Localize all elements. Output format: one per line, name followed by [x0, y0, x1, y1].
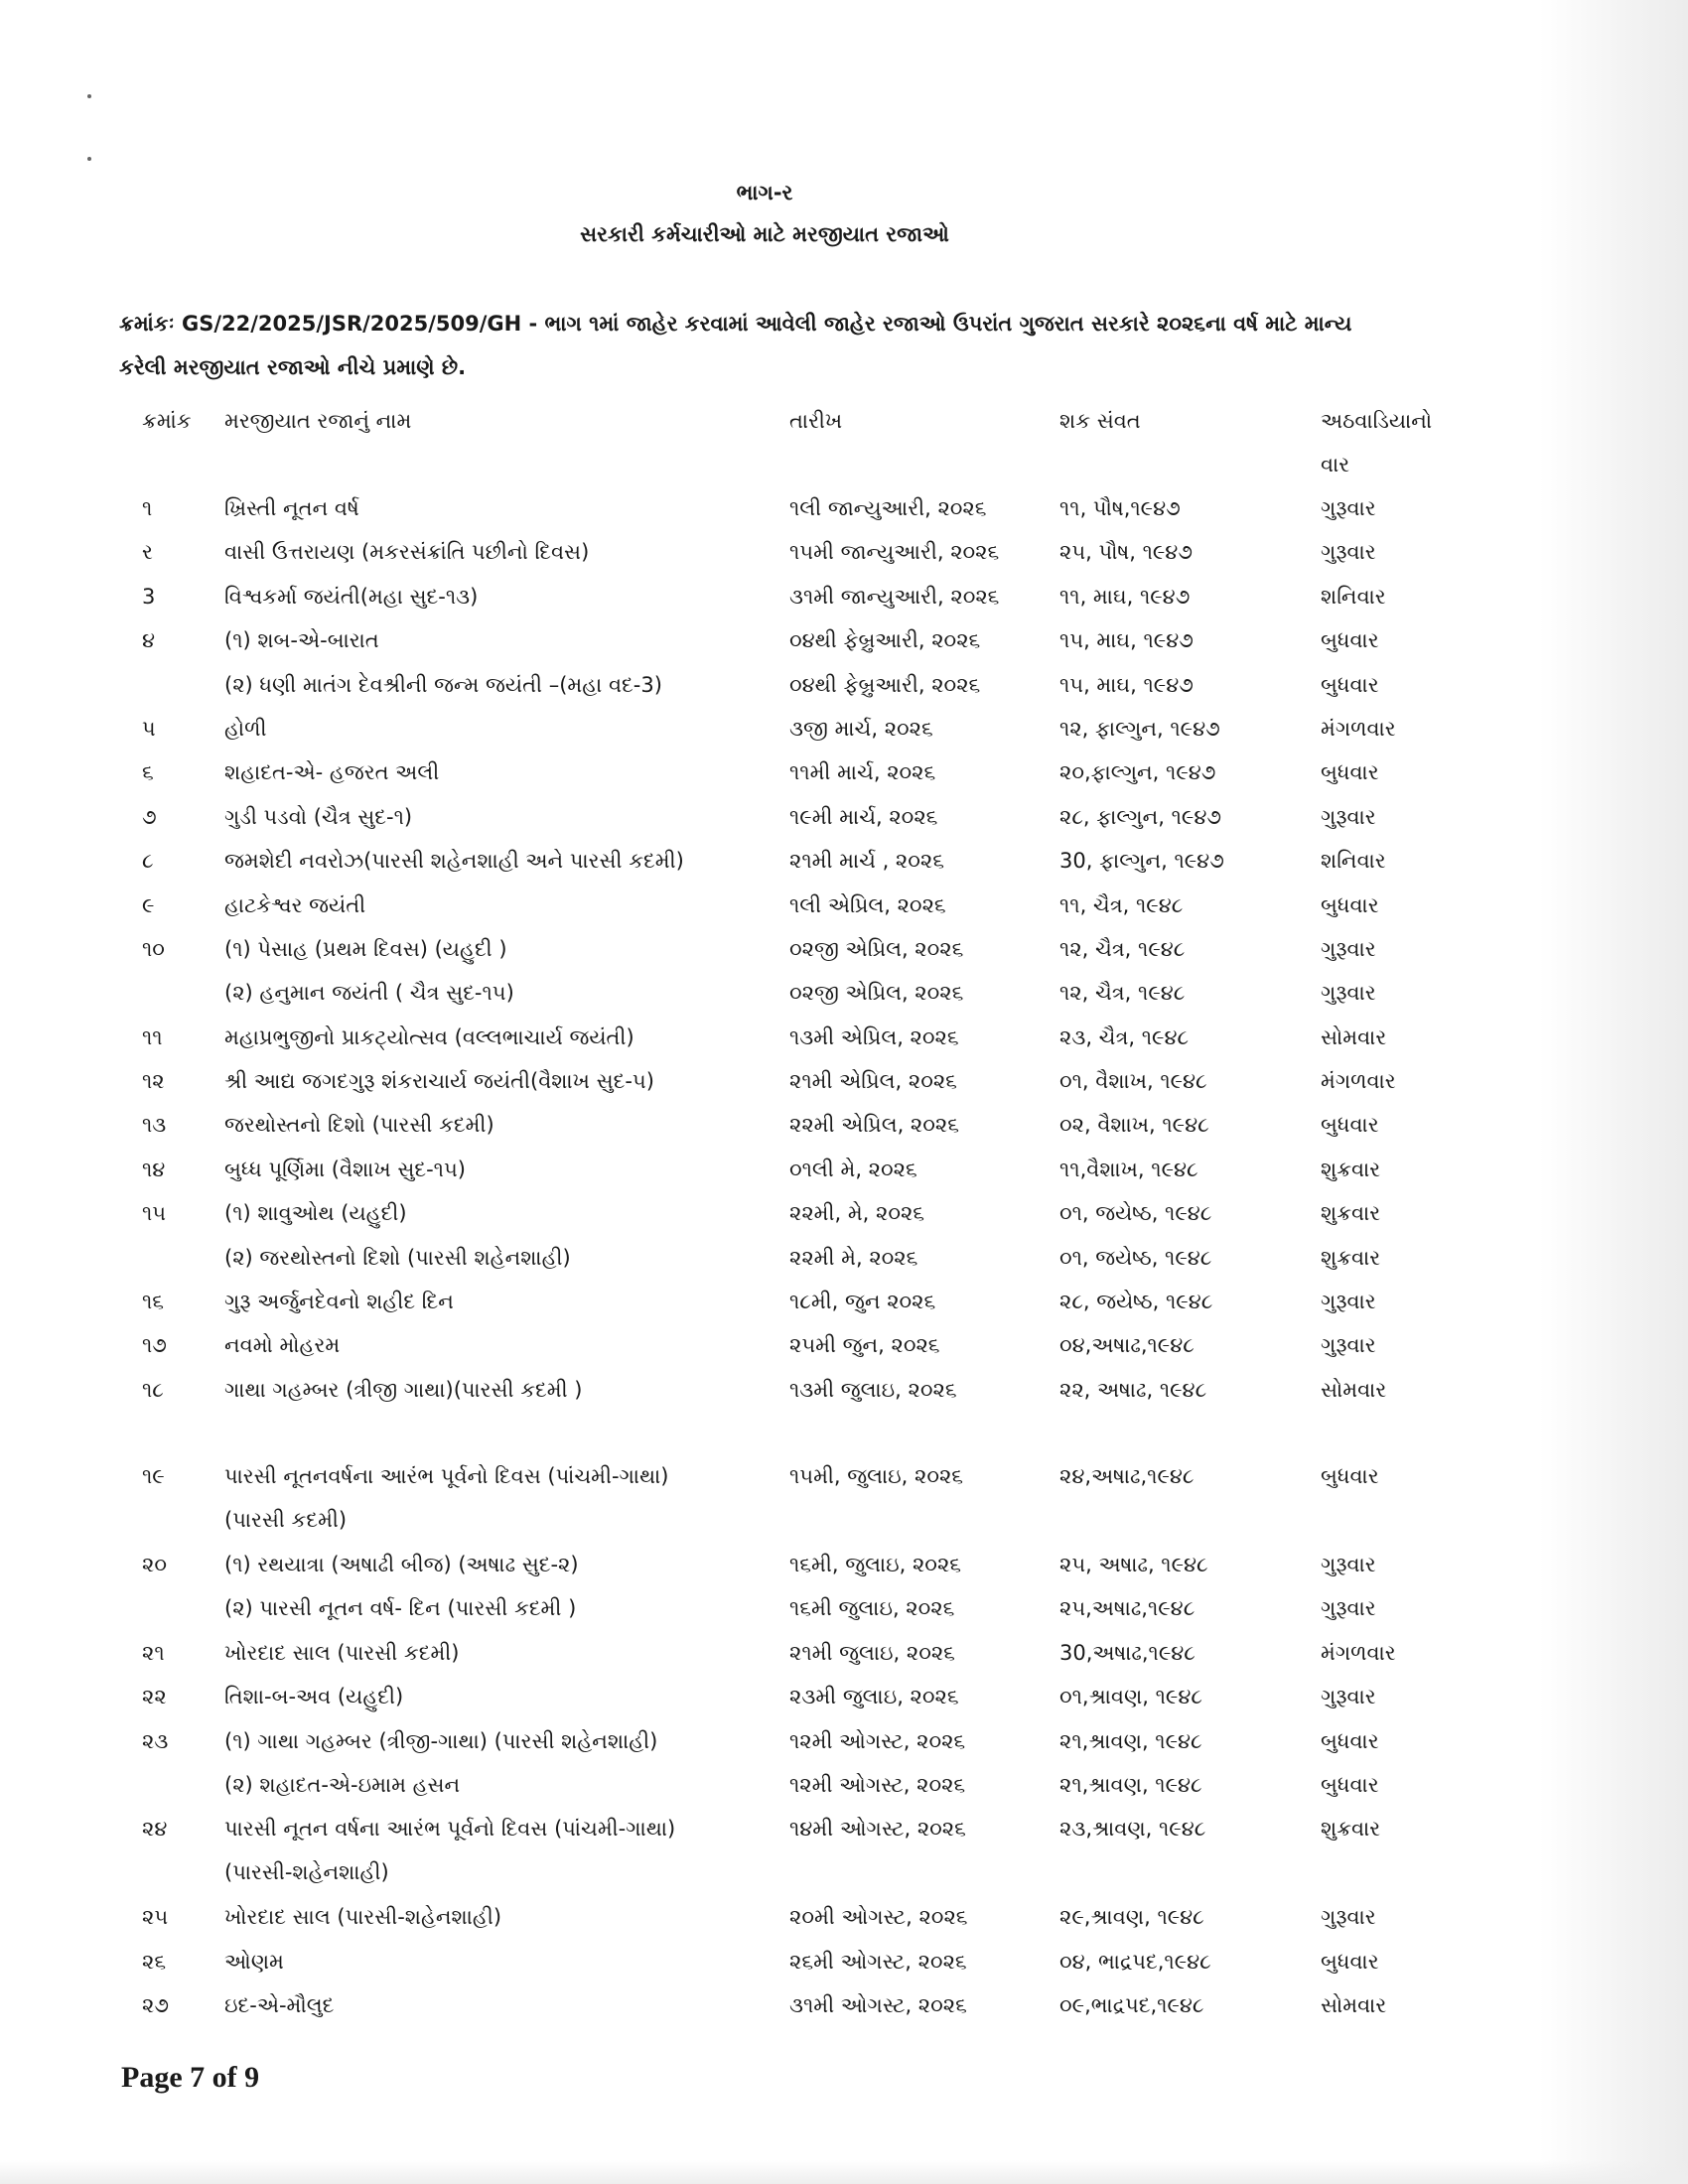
- holiday-date: ૧૩મી જુલાઇ, ૨૦૨૬: [789, 1377, 957, 1402]
- holiday-weekday: ગુરૂવાર: [1321, 981, 1376, 1006]
- holiday-shaka-samvat: ૧૨, ચૈત્ર, ૧૯૪૮: [1059, 981, 1186, 1006]
- holiday-name-line-1: (૨) જરથોસ્તનો દિશો (પારસી શહેનશાહી): [224, 1245, 571, 1270]
- holiday-date: ૦૨જી એપ્રિલ, ૨૦૨૬: [789, 981, 964, 1006]
- holiday-shaka-samvat: ૨૫,અષાઢ,૧૯૪૮: [1059, 1596, 1196, 1621]
- holiday-serial: ૨૧: [142, 1640, 165, 1665]
- holiday-shaka-samvat: ૦૨, વૈશાખ, ૧૯૪૮: [1059, 1113, 1209, 1138]
- holiday-name-line-1: ખોરદાદ સાલ (પારસી-શહેનશાહી): [224, 1905, 502, 1930]
- holiday-serial: ૧૩: [142, 1113, 167, 1138]
- holiday-name-line-1: (૨) ધણી માતંગ દેવશ્રીની જન્મ જયંતી –(મહા વદ-3): [224, 672, 662, 697]
- holiday-shaka-samvat: ૧૨, ફાલ્ગુન, ૧૯૪૭: [1059, 716, 1220, 741]
- holiday-date: ૦૧લી મે, ૨૦૨૬: [789, 1157, 917, 1181]
- holiday-shaka-samvat: ૧૫, માઘ, ૧૯૪૭: [1059, 672, 1194, 697]
- holiday-name: [224, 663, 662, 707]
- holiday-weekday: ગુરૂવાર: [1321, 1685, 1376, 1709]
- table-row: [0, 971, 1529, 1015]
- holiday-name-line-1: ઓણમ: [224, 1949, 284, 1974]
- holiday-date: ૧૬મી, જુલાઇ, ૨૦૨૬: [789, 1553, 962, 1576]
- holiday-shaka-samvat: ૧૧,વૈશાખ, ૧૯૪૮: [1059, 1157, 1198, 1181]
- holiday-weekday: ગુરૂવાર: [1321, 1553, 1376, 1576]
- holiday-shaka-samvat: 30, ફાલ્ગુન, ૧૯૪૭: [1059, 849, 1224, 874]
- holiday-name: [224, 1983, 334, 2027]
- header-weekday-line-2: વાર: [1321, 453, 1350, 477]
- holiday-name-line-1: હાટકેશ્વર જયંતી: [224, 892, 366, 917]
- holiday-serial: ૨૨: [142, 1685, 167, 1709]
- holiday-weekday: બુધવાર: [1321, 892, 1379, 917]
- intro-line-1: ક્રમાંકઃ GS/22/2025/JSR/2025/509/GH - ભાગ ૧માં જાહેર કરવામાં આવેલી જાહેર રજાઓ ઉપરાંત ગુજરાત સરકારે ૨૦૨૬ના વર્ષ માટે માન્ય: [119, 312, 1352, 336]
- holiday-name-line-1: તિશા-બ-અવ (યહુદી): [224, 1685, 404, 1709]
- scan-bottom-shadow: [0, 2160, 1688, 2184]
- holiday-name: [224, 927, 507, 971]
- table-row: [0, 839, 1529, 883]
- holiday-name-line-1: ગુરૂ અર્જુનદેવનો શહીદ દિન: [224, 1290, 454, 1314]
- holiday-date: ૨૨મી એપ્રિલ, ૨૦૨૬: [789, 1113, 959, 1138]
- holiday-weekday: ગુરૂવાર: [1321, 1905, 1376, 1930]
- table-body: [0, 486, 1529, 2027]
- holiday-date: ૧૩મી એપ્રિલ, ૨૦૨૬: [789, 1024, 959, 1049]
- holiday-shaka-samvat: ૨૪,અષાઢ,૧૯૪૮: [1059, 1464, 1195, 1489]
- holiday-serial: ૮: [142, 849, 154, 874]
- holiday-shaka-samvat: ૧૨, ચૈત્ર, ૧૯૪૮: [1059, 936, 1186, 961]
- holiday-name-line-1: જરથોસ્તનો દિશો (પારસી કદમી): [224, 1113, 494, 1138]
- holiday-date: ૨૧મી જુલાઇ, ૨૦૨૬: [789, 1640, 955, 1665]
- holiday-weekday: બુધવાર: [1321, 1949, 1379, 1974]
- scan-speck: [87, 157, 91, 161]
- holiday-serial: ૨૬: [142, 1949, 167, 1974]
- holiday-weekday: શુક્રવાર: [1321, 1817, 1381, 1842]
- holiday-weekday: બુધવાર: [1321, 672, 1379, 697]
- holiday-shaka-samvat: ૧૧, માઘ, ૧૯૪૭: [1059, 584, 1191, 609]
- holiday-shaka-samvat: ૨૧,શ્રાવણ, ૧૯૪૮: [1059, 1772, 1202, 1797]
- holiday-serial: ૯: [142, 892, 155, 917]
- holiday-name-line-2: (પારસી-શહેનશાહી): [224, 1860, 389, 1885]
- holiday-shaka-samvat: ૦૯,ભાદ્રપદ,૧૯૪૮: [1059, 1992, 1204, 2017]
- holiday-weekday: બુધવાર: [1321, 1728, 1379, 1753]
- holiday-name: [224, 1323, 340, 1367]
- holiday-name: [224, 1191, 407, 1235]
- holiday-shaka-samvat: ૨૨, અષાઢ, ૧૯૪૮: [1059, 1377, 1207, 1402]
- holiday-name-line-2: (પારસી કદમી): [224, 1508, 348, 1533]
- holiday-weekday: શુક્રવાર: [1321, 1201, 1381, 1226]
- holiday-date: ૨૧મી એપ્રિલ, ૨૦૨૬: [789, 1069, 957, 1094]
- holiday-date: ૦૨જી એપ્રિલ, ૨૦૨૬: [789, 936, 964, 961]
- holiday-serial: 3: [142, 584, 156, 609]
- holiday-name-line-1: હોળી: [224, 716, 267, 741]
- holiday-shaka-samvat: ૨૧,શ્રાવણ, ૧૯૪૮: [1059, 1728, 1202, 1753]
- holiday-weekday: બુધવાર: [1321, 1464, 1379, 1489]
- holiday-serial: ૧૧: [142, 1024, 163, 1049]
- holiday-serial: ૧૦: [142, 936, 165, 961]
- holiday-name: [224, 1807, 675, 1894]
- holiday-name: [224, 1454, 669, 1542]
- holiday-serial: ૨૪: [142, 1817, 168, 1842]
- holiday-name-line-1: નવમો મોહરમ: [224, 1333, 341, 1358]
- holiday-date: ૦૪થી ફેબ્રુઆરી, ૨૦૨૬: [789, 628, 981, 653]
- table-row: [0, 575, 1529, 618]
- holiday-serial: ૨૦: [142, 1553, 167, 1576]
- holiday-date: ૧૫મી, જુલાઇ, ૨૦૨૬: [789, 1464, 964, 1489]
- holiday-weekday: ગુરૂવાર: [1321, 936, 1376, 961]
- holiday-date: ૧૧મી માર્ચ, ૨૦૨૬: [789, 760, 936, 785]
- holiday-name: [224, 1280, 454, 1323]
- holiday-serial: ૭: [142, 804, 157, 829]
- holiday-name: [224, 1940, 284, 1983]
- table-row: [0, 707, 1529, 751]
- table-row: [0, 1940, 1529, 1983]
- holiday-name: [224, 1719, 657, 1763]
- holiday-name: [224, 884, 365, 927]
- table-row: [0, 1368, 1529, 1454]
- holiday-serial: ૪: [142, 628, 156, 653]
- holiday-name-line-1: બુધ્ધ પૂર્ણિમા (વૈશાખ સુદ-૧૫): [224, 1157, 466, 1181]
- holiday-name: [224, 1586, 576, 1630]
- table-row: [0, 1016, 1529, 1059]
- holiday-date: ૨૧મી માર્ચ , ૨૦૨૬: [789, 849, 944, 874]
- holiday-serial: ૧૨: [142, 1069, 165, 1094]
- table-row: [0, 1454, 1529, 1543]
- holiday-weekday: બુધવાર: [1321, 760, 1379, 785]
- holiday-date: ૧૮મી, જુન ૨૦૨૬: [789, 1290, 936, 1314]
- header-name: મરજીયાત રજાનું નામ: [224, 409, 412, 433]
- holiday-name: [224, 795, 412, 839]
- holiday-shaka-samvat: ૨૮, ફાલ્ગુન, ૧૯૪૭: [1059, 804, 1221, 829]
- holiday-name-line-1: ઇદ-એ-મૌલુદ: [224, 1992, 335, 2017]
- optional-holidays-table: [0, 399, 1529, 2027]
- table-row: [0, 927, 1529, 971]
- holiday-weekday: ગુરૂવાર: [1321, 1333, 1376, 1358]
- holiday-date: ૨૦મી ઓગસ્ટ, ૨૦૨૬: [789, 1905, 968, 1930]
- holiday-weekday: બુધવાર: [1321, 1113, 1379, 1138]
- holiday-name: [224, 971, 514, 1015]
- holiday-name: [224, 839, 684, 883]
- holiday-name-line-1: (૧) પેસાહ (પ્રથમ દિવસ) (યહુદી ): [224, 936, 507, 961]
- holiday-name-line-1: વાસી ઉત્તરાયણ (મકરસંક્રાંતિ પછીનો દિવસ): [224, 540, 590, 565]
- holiday-name-line-1: મહાપ્રભુજીનો પ્રાકટ્યોત્સવ (વલ્લભાચાર્ય જયંતી): [224, 1024, 634, 1049]
- holiday-shaka-samvat: ૨૮, જયેષ્ઠ, ૧૯૪૮: [1059, 1290, 1213, 1314]
- table-row: [0, 884, 1529, 927]
- header-shaka-samvat: શક સંવત: [1059, 409, 1141, 433]
- holiday-weekday: મંગળવાર: [1321, 716, 1396, 741]
- holiday-serial: ૨૫: [142, 1905, 169, 1930]
- holiday-weekday: સોમવાર: [1321, 1377, 1387, 1402]
- holiday-name-line-1: જમશેદી નવરોઝ(પારસી શહેનશાહી અને પારસી કદમી): [224, 849, 684, 874]
- table-row: [0, 1103, 1529, 1147]
- holiday-shaka-samvat: ૦૪, ભાદ્રપદ,૧૯૪૮: [1059, 1949, 1211, 1974]
- holiday-weekday: ગુરૂવાર: [1321, 496, 1376, 520]
- table-row: [0, 486, 1529, 530]
- table-row: [0, 1059, 1529, 1103]
- holiday-name: [224, 486, 359, 530]
- holiday-shaka-samvat: ૨૦,ફાલ્ગુન, ૧૯૪૭: [1059, 760, 1216, 785]
- holiday-date: ૨૬મી ઓગસ્ટ, ૨૦૨૬: [789, 1949, 967, 1974]
- holiday-name-line-1: (૧) શાવુઓથ (યહુદી): [224, 1201, 407, 1226]
- holiday-name: [224, 1103, 494, 1147]
- holiday-name: [224, 1148, 466, 1191]
- holiday-shaka-samvat: ૨૩,શ્રાવણ, ૧૯૪૮: [1059, 1817, 1206, 1842]
- holiday-date: ૧૨મી ઓગસ્ટ, ૨૦૨૬: [789, 1728, 966, 1753]
- holiday-serial: ૧૮: [142, 1377, 164, 1402]
- holiday-date: ૩૧મી જાન્યુઆરી, ૨૦૨૬: [789, 584, 1000, 609]
- holiday-serial: ૨૩: [142, 1728, 169, 1753]
- holiday-shaka-samvat: ૧૫, માઘ, ૧૯૪૭: [1059, 628, 1194, 653]
- header-weekday-line-1: અઠવાડિયાનો: [1321, 409, 1433, 433]
- table-row: [0, 1280, 1529, 1323]
- holiday-name: [224, 751, 439, 794]
- holiday-name: [224, 1059, 654, 1103]
- holiday-name-line-1: (૧) શબ-એ-બારાત: [224, 628, 379, 653]
- holiday-date: ૧૪મી ઓગસ્ટ, ૨૦૨૬: [789, 1817, 966, 1842]
- holiday-date: ૧૫મી જાન્યુઆરી, ૨૦૨૬: [789, 540, 1000, 565]
- table-row: [0, 751, 1529, 794]
- holiday-name: [224, 1631, 459, 1675]
- holiday-name: [224, 1016, 634, 1059]
- table-row: [0, 530, 1529, 574]
- table-row: [0, 1895, 1529, 1939]
- scan-edge-shadow: [1539, 0, 1688, 2184]
- holiday-weekday: મંગળવાર: [1321, 1640, 1396, 1665]
- holiday-name: [224, 530, 589, 574]
- table-row: [0, 1543, 1529, 1586]
- holiday-date: ૨૨મી મે, ૨૦૨૬: [789, 1245, 918, 1270]
- table-row: [0, 1675, 1529, 1718]
- header-date: તારીખ: [789, 409, 843, 433]
- holiday-shaka-samvat: ૦૧, જયેષ્ઠ, ૧૯૪૮: [1059, 1201, 1212, 1226]
- holiday-name: [224, 1675, 403, 1718]
- holiday-name: [224, 1895, 501, 1939]
- holiday-date: ૧૯મી માર્ચ, ૨૦૨૬: [789, 804, 938, 829]
- intro-paragraph: [119, 302, 1450, 389]
- holiday-shaka-samvat: ૨૯,શ્રાવણ, ૧૯૪૮: [1059, 1905, 1204, 1930]
- holiday-serial: ૧૪: [142, 1157, 166, 1181]
- holiday-name: [224, 1236, 571, 1280]
- holiday-name-line-1: (૨) પારસી નૂતન વર્ષ- દિન (પારસી કદમી ): [224, 1596, 577, 1621]
- holiday-weekday: ગુરૂવાર: [1321, 804, 1376, 829]
- holiday-name-line-1: ખ્રિસ્તી નૂતન વર્ષ: [224, 496, 359, 520]
- holiday-shaka-samvat: ૧૧, ચૈત્ર, ૧૯૪૮: [1059, 892, 1184, 917]
- holiday-weekday: ગુરૂવાર: [1321, 540, 1376, 565]
- table-row: [0, 618, 1529, 662]
- holiday-weekday: મંગળવાર: [1321, 1069, 1396, 1094]
- holiday-name-line-1: ગાથા ગહમ્બર (ત્રીજી ગાથા)(પારસી કદમી ): [224, 1377, 583, 1402]
- section-title: સરકારી કર્મચારીઓ માટે મરજીયાત રજાઓ: [580, 222, 949, 246]
- holiday-weekday: બુધવાર: [1321, 628, 1379, 653]
- holiday-name: [224, 1763, 460, 1807]
- holiday-date: ૩૧મી ઓગસ્ટ, ૨૦૨૬: [789, 1992, 967, 2017]
- holiday-weekday: શુક્રવાર: [1321, 1245, 1381, 1270]
- holiday-date: ૩જી માર્ચ, ૨૦૨૬: [789, 716, 933, 741]
- table-row: [0, 1719, 1529, 1763]
- holiday-date: ૨૨મી, મે, ૨૦૨૬: [789, 1201, 925, 1226]
- holiday-name-line-1: વિશ્વકર્મા જયંતી(મહા સુદ-૧૩): [224, 584, 479, 609]
- holiday-name-line-1: (૧) ગાથા ગહમ્બર (ત્રીજી-ગાથા) (પારસી શહેનશાહી): [224, 1728, 658, 1753]
- holiday-shaka-samvat: ૦૧, વૈશાખ, ૧૯૪૮: [1059, 1069, 1207, 1094]
- holiday-weekday: શનિવાર: [1321, 584, 1386, 609]
- holiday-name-line-1: (૨) હનુમાન જયંતી ( ચૈત્ર સુદ-૧૫): [224, 981, 514, 1006]
- holiday-weekday: ગુરૂવાર: [1321, 1596, 1376, 1621]
- holiday-serial: ૧: [142, 496, 153, 520]
- holiday-name-line-1: ખોરદાદ સાલ (પારસી કદમી): [224, 1640, 460, 1665]
- table-header-row: [0, 399, 1529, 486]
- holiday-shaka-samvat: ૦૧,શ્રાવણ, ૧૯૪૮: [1059, 1685, 1202, 1709]
- holiday-date: ૧૨મી ઓગસ્ટ, ૨૦૨૬: [789, 1772, 966, 1797]
- holiday-name-line-1: પારસી નૂતન વર્ષના આરંભ પૂર્વનો દિવસ (પાંચમી-ગાથા): [224, 1817, 676, 1842]
- holiday-name: [224, 707, 267, 751]
- holiday-weekday: ગુરૂવાર: [1321, 1290, 1376, 1314]
- holiday-name-line-1: (૧) રથયાત્રા (અષાઢી બીજ) (અષાઢ સુદ-૨): [224, 1553, 579, 1576]
- holiday-serial: ૧૫: [142, 1201, 167, 1226]
- header-weekday: [1321, 399, 1432, 486]
- table-row: [0, 1983, 1529, 2027]
- table-row: [0, 1323, 1529, 1367]
- table-row: [0, 1807, 1529, 1895]
- holiday-date: ૦૪થી ફેબ્રુઆરી, ૨૦૨૬: [789, 672, 981, 697]
- holiday-name: [224, 1543, 579, 1586]
- holiday-weekday: સોમવાર: [1321, 1024, 1387, 1049]
- table-row: [0, 663, 1529, 707]
- table-row: [0, 795, 1529, 839]
- holiday-serial: ૧૬: [142, 1290, 165, 1314]
- holiday-name: [224, 1368, 582, 1412]
- holiday-shaka-samvat: ૧૧, પૌષ,૧૯૪૭: [1059, 496, 1181, 520]
- table-row: [0, 1236, 1529, 1280]
- holiday-serial: ૧૭: [142, 1333, 167, 1358]
- holiday-serial: ૨૭: [142, 1992, 169, 2017]
- holiday-weekday: શનિવાર: [1321, 849, 1386, 874]
- holiday-name-line-1: પારસી નૂતનવર્ષના આરંભ પૂર્વનો દિવસ (પાંચમી-ગાથા): [224, 1464, 669, 1489]
- holiday-name: [224, 575, 478, 618]
- holiday-shaka-samvat: 30,અષાઢ,૧૯૪૮: [1059, 1640, 1196, 1665]
- table-row: [0, 1191, 1529, 1235]
- holiday-date: ૧૬મી જુલાઇ, ૨૦૨૬: [789, 1596, 955, 1621]
- holiday-serial: ૧૯: [142, 1464, 165, 1489]
- holiday-date: ૧લી એપ્રિલ, ૨૦૨૬: [789, 892, 946, 917]
- header-num: ક્રમાંક: [142, 409, 192, 433]
- holiday-name-line-1: (૨) શહાદત-એ-ઇમામ હસન: [224, 1772, 461, 1797]
- table-row: [0, 1631, 1529, 1675]
- intro-line-2: કરેલી મરજીયાત રજાઓ નીચે પ્રમાણે છે.: [119, 355, 467, 379]
- holiday-name: [224, 618, 379, 662]
- holiday-shaka-samvat: ૨૩, ચૈત્ર, ૧૯૪૮: [1059, 1024, 1190, 1049]
- holiday-weekday: સોમવાર: [1321, 1992, 1387, 2017]
- holiday-date: ૧લી જાન્યુઆરી, ૨૦૨૬: [789, 496, 987, 520]
- holiday-serial: ૬: [142, 760, 154, 785]
- holiday-shaka-samvat: ૨૫, અષાઢ, ૧૯૪૮: [1059, 1553, 1208, 1576]
- holiday-serial: પ: [142, 716, 156, 741]
- page-number: Page 7 of 9: [121, 2061, 260, 2094]
- scan-speck: [87, 94, 91, 98]
- section-part-heading: ભાગ-ર: [736, 181, 793, 205]
- holiday-name-line-1: શહાદત-એ- હજરત અલી: [224, 760, 440, 785]
- holiday-date: ૨૫મી જુન, ૨૦૨૬: [789, 1333, 940, 1358]
- holiday-name-line-1: ગુડી પડવો (ચૈત્ર સુદ-૧): [224, 804, 413, 829]
- holiday-serial: ર: [142, 540, 153, 565]
- holiday-shaka-samvat: ૨૫, પૌષ, ૧૯૪૭: [1059, 540, 1193, 565]
- holiday-shaka-samvat: ૦૪,અષાઢ,૧૯૪૮: [1059, 1333, 1195, 1358]
- table-row: [0, 1763, 1529, 1807]
- holiday-date: ૨૩મી જુલાઇ, ૨૦૨૬: [789, 1685, 959, 1709]
- holiday-weekday: બુધવાર: [1321, 1772, 1379, 1797]
- table-row: [0, 1586, 1529, 1630]
- holiday-shaka-samvat: ૦૧, જયેષ્ઠ, ૧૯૪૮: [1059, 1245, 1212, 1270]
- holiday-name-line-1: શ્રી આદ્ય જગદગુરૂ શંકરાચાર્ય જયંતી(વૈશાખ સુદ-૫): [224, 1069, 654, 1094]
- holiday-weekday: શુક્રવાર: [1321, 1157, 1381, 1181]
- table-row: [0, 1148, 1529, 1191]
